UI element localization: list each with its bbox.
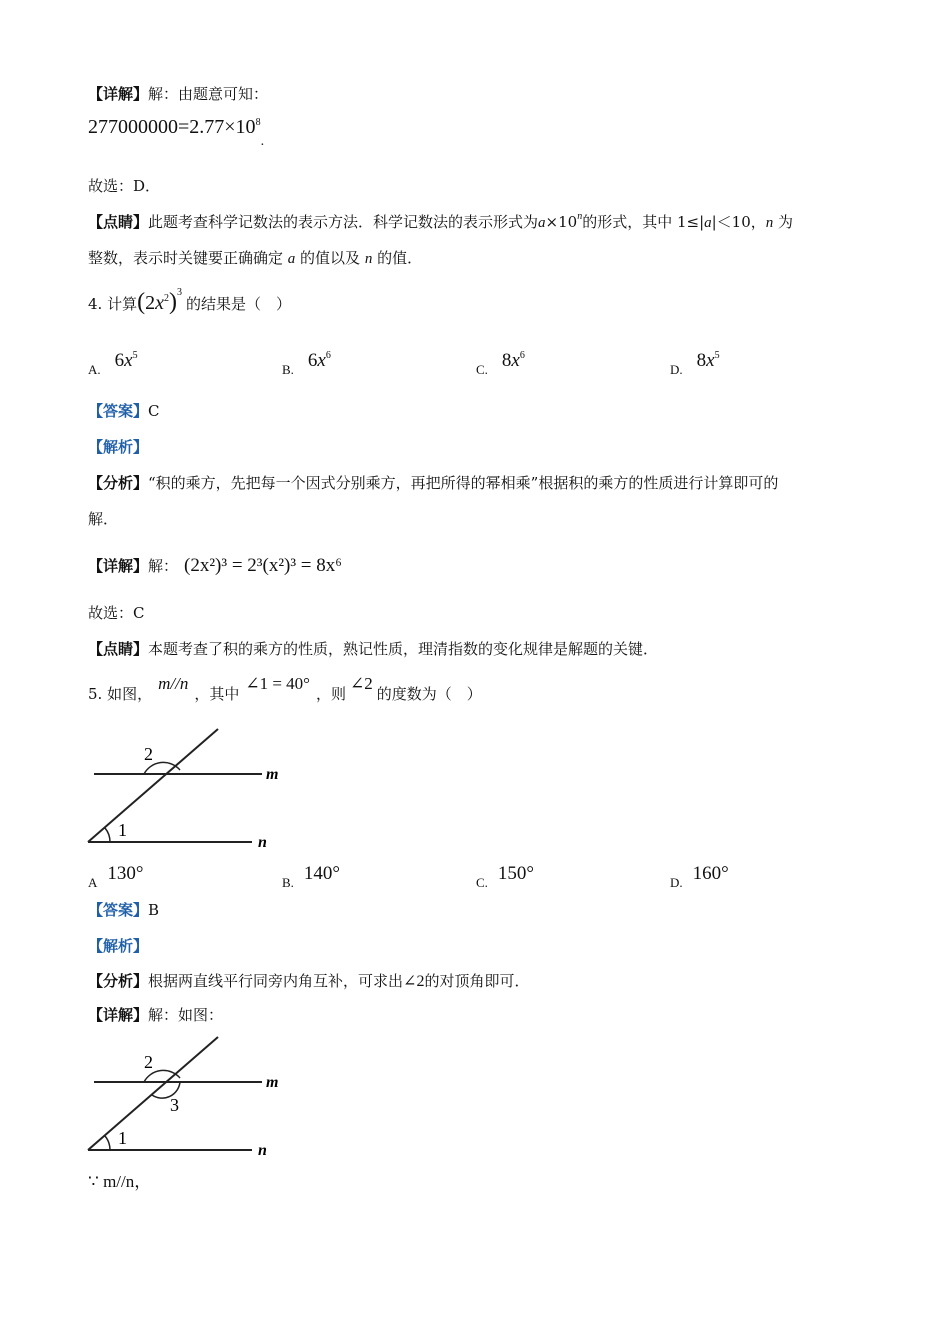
var-a2: a	[704, 215, 712, 231]
option-label: B.	[282, 362, 294, 377]
sci-notation-equation	[88, 116, 265, 149]
text-b: 的值以及	[295, 249, 365, 267]
answer-tag: 【答案】	[88, 901, 149, 919]
option-value: 130°	[107, 863, 144, 884]
question-4	[88, 287, 291, 315]
detail-tag: 【详解】	[88, 85, 149, 103]
var-n: n	[364, 251, 373, 267]
detail-prefix: 解：	[148, 557, 179, 575]
text-mid: 的形式，其中 1≤|	[582, 213, 705, 231]
dianjing-text: 本题考查了积的乘方的性质，熟记性质，理清指数的变化规律是解题的关键．	[148, 640, 659, 658]
dianjing-text: 此题考查科学记数法的表示方法．科学记数法的表示形式为	[148, 213, 539, 231]
option-label: B.	[282, 875, 294, 890]
option-value: $6x^6$	[307, 350, 331, 371]
option-label: A.	[88, 362, 101, 377]
fenxi-text-a: 根据两直线平行同旁内角互补，可求出	[148, 972, 404, 990]
q5-option-b[interactable]	[282, 863, 341, 893]
option-value: $6x^5$	[114, 350, 138, 371]
angle2-expr: ∠2	[350, 674, 373, 693]
analysis-tag: 【解析】	[88, 937, 149, 955]
option-value: $8x^6$	[501, 350, 525, 371]
angle1-expr: ∠1 = 40°	[245, 674, 310, 693]
q5-mid2: ，则	[315, 685, 346, 703]
q4-fenxi	[88, 473, 778, 493]
text-c: 的值．	[372, 249, 423, 267]
q5-fenxi	[88, 971, 529, 992]
detail-line	[88, 84, 268, 104]
transversal	[88, 729, 218, 842]
q4-prefix: 4. 计算	[88, 295, 138, 313]
detail-text: 解：由题意可知：	[148, 85, 269, 103]
option-label: C.	[476, 875, 488, 890]
q4-expression: $(2x^2)^3$	[137, 287, 182, 315]
q5-option-a[interactable]	[88, 863, 144, 893]
fenxi-tag: 【分析】	[88, 972, 149, 990]
choose-line: 故选：D．	[88, 177, 161, 195]
parallel-lines-figure-2	[84, 1033, 294, 1161]
option-label: C.	[476, 362, 488, 377]
detail-text: 解：如图：	[148, 1006, 224, 1024]
inner-exp: 2	[163, 293, 169, 304]
label-3: 3	[170, 1095, 179, 1115]
option-label: D.	[670, 875, 683, 890]
option-value: 160°	[692, 863, 729, 884]
parallel-expr: m//n	[158, 674, 189, 693]
q4-option-b[interactable]	[282, 350, 331, 380]
option-value: $8x^5$	[696, 350, 720, 371]
q4-answer	[88, 401, 160, 421]
answer-tag: 【答案】	[88, 402, 149, 420]
detail-tag: 【详解】	[88, 557, 149, 575]
period: .	[260, 134, 265, 149]
dianjing-tag: 【点睛】	[88, 213, 149, 231]
label-1: 1	[118, 1128, 127, 1148]
q5-prefix: 5. 如图，	[88, 685, 153, 703]
angle-2-arc	[144, 762, 180, 774]
equation-lhs: 277000000=2.77×10	[88, 116, 256, 138]
because-line: ∵ m//n，	[88, 1172, 152, 1191]
label-m: m	[266, 766, 279, 783]
answer-value: B	[148, 901, 160, 919]
parallel-lines-figure	[84, 725, 294, 853]
angle-2-arc	[144, 1070, 180, 1082]
angle-1-arc	[105, 1136, 110, 1150]
q5-answer	[88, 900, 159, 920]
expr-var: x	[155, 292, 164, 314]
q4-option-d[interactable]	[670, 350, 720, 380]
angle-1-arc	[105, 828, 110, 842]
label-2: 2	[144, 744, 153, 764]
q5-suffix: 的度数为（ ）	[376, 685, 482, 703]
label-n: n	[258, 834, 267, 851]
times-ten: ×10	[545, 213, 578, 231]
label-m: m	[266, 1074, 279, 1091]
dianjing-line-2	[88, 248, 422, 269]
var-a: a	[538, 215, 546, 231]
q4-option-c[interactable]	[476, 350, 525, 380]
q4-analysis-heading	[88, 437, 148, 457]
label-n: n	[258, 1142, 267, 1159]
label-1: 1	[118, 820, 127, 840]
q5-option-c[interactable]	[476, 863, 535, 893]
q4-suffix: 的结果是（ ）	[185, 295, 291, 313]
option-value: 140°	[303, 863, 341, 884]
option-label: D.	[670, 362, 683, 377]
q4-choose: 故选：C	[88, 604, 145, 622]
fenxi-tag: 【分析】	[88, 474, 149, 492]
fenxi-text-b: 的对顶角即可．	[424, 972, 530, 990]
q4-option-a[interactable]	[88, 350, 138, 380]
q5-mid: ，其中	[194, 685, 240, 703]
detail-expression: (2x²)³ = 2³(x²)³ = 8x⁶	[184, 555, 342, 576]
q5-option-d[interactable]	[670, 863, 729, 893]
fenxi-angle: ∠2	[403, 973, 425, 990]
var-n2: n	[765, 215, 774, 231]
exponent: 8	[255, 117, 261, 128]
dianjing-tag: 【点睛】	[88, 640, 149, 658]
var-n-exp: n	[577, 211, 583, 222]
dianjing-line	[88, 212, 793, 233]
text-end: 为	[773, 213, 794, 231]
var-a: a	[287, 251, 296, 267]
answer-value: C	[148, 402, 160, 420]
q4-detail	[88, 556, 342, 576]
expr-close: )	[168, 289, 177, 315]
transversal	[88, 1037, 218, 1150]
fenxi-text: “积的乘方，先把每一个因式分别乘方，再把所得的幂相乘”根据积的乘方的性质进行计算即可的	[148, 474, 779, 492]
text-a: 整数，表示时关键要正确确定	[88, 249, 288, 267]
detail-tag: 【详解】	[88, 1006, 149, 1024]
label-2: 2	[144, 1052, 153, 1072]
option-label: A	[88, 875, 98, 890]
outer-exp: 3	[176, 287, 182, 298]
text-mid2: |＜10，	[711, 213, 766, 231]
q5-detail	[88, 1005, 223, 1025]
analysis-tag: 【解析】	[88, 438, 149, 456]
q5-analysis-heading	[88, 936, 148, 956]
q4-dianjing	[88, 639, 658, 659]
question-5	[88, 674, 482, 704]
q4-fenxi-cont: 解．	[88, 510, 119, 528]
option-value: 150°	[497, 863, 535, 884]
